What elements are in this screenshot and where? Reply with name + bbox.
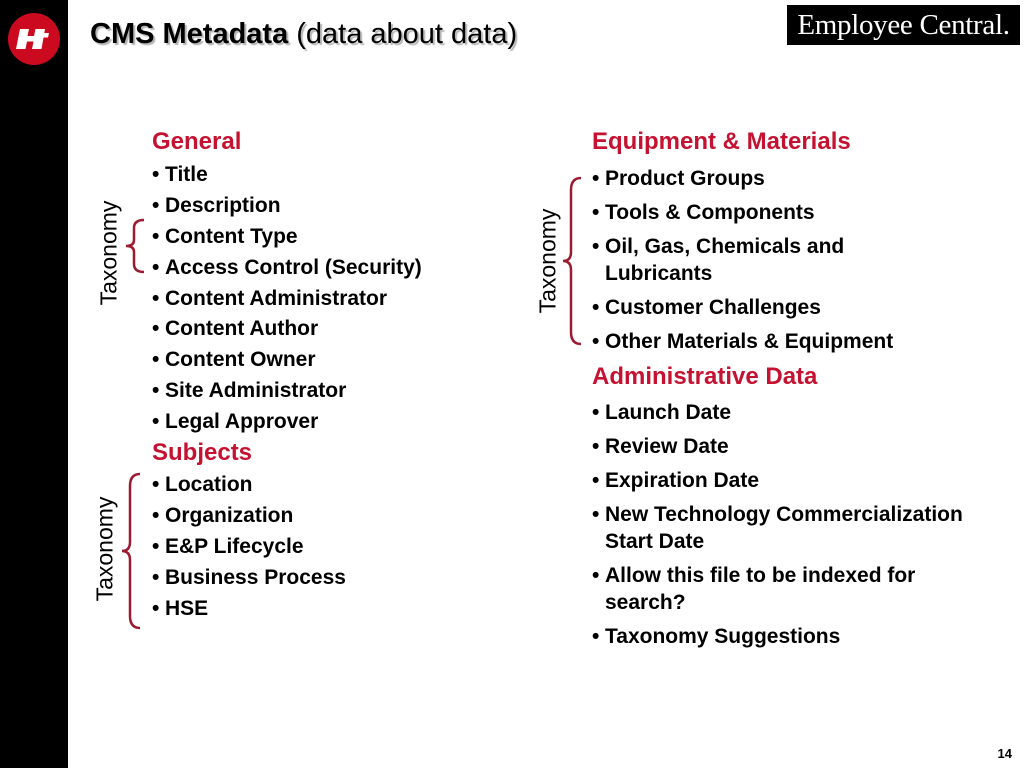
general-list bbox=[152, 163, 422, 441]
list-item: • Legal Approver bbox=[152, 410, 422, 441]
general-heading: General bbox=[152, 128, 242, 155]
left-brace-icon bbox=[114, 472, 144, 630]
list-item: • E&P Lifecycle bbox=[152, 535, 346, 566]
list-item: • Content Type bbox=[152, 225, 422, 256]
list-item: • Content Administrator bbox=[152, 287, 422, 318]
list-item: • Launch Date bbox=[592, 399, 1012, 426]
logo-glyph-icon bbox=[8, 13, 60, 65]
taxonomy-label-equipment: Taxonomy bbox=[534, 208, 561, 314]
list-item: • Oil, Gas, Chemicals and Lubricants bbox=[592, 233, 922, 287]
administrative-list bbox=[592, 399, 1012, 657]
halliburton-logo-icon bbox=[8, 13, 60, 65]
list-item: • Title bbox=[152, 163, 422, 194]
list-item: • Organization bbox=[152, 504, 346, 535]
list-item: • Review Date bbox=[592, 433, 1012, 460]
left-brace-icon bbox=[555, 176, 585, 346]
list-item: • Allow this file to be indexed for search? bbox=[592, 562, 992, 616]
list-item: • Description bbox=[152, 194, 422, 225]
equipment-heading: Equipment & Materials bbox=[592, 128, 851, 155]
list-item: • Access Control (Security) bbox=[152, 256, 422, 287]
list-item: • HSE bbox=[152, 597, 346, 628]
list-item: • Location bbox=[152, 473, 346, 504]
list-item: • New Technology Commercialization Start Date bbox=[592, 501, 972, 555]
list-item: • Site Administrator bbox=[152, 379, 422, 410]
subjects-list bbox=[152, 473, 346, 627]
equipment-list bbox=[592, 165, 1012, 362]
left-brace-icon bbox=[118, 218, 148, 274]
list-item: • Other Materials & Equipment bbox=[592, 328, 1012, 355]
page-number: 14 bbox=[997, 746, 1012, 761]
taxonomy-label-subjects: Taxonomy bbox=[91, 496, 118, 602]
administrative-heading: Administrative Data bbox=[592, 363, 818, 390]
list-item: • Content Owner bbox=[152, 348, 422, 379]
list-item: • Taxonomy Suggestions bbox=[592, 623, 1012, 650]
slide-title bbox=[90, 18, 517, 51]
list-item: • Content Author bbox=[152, 317, 422, 348]
slide-title-bold: CMS Metadata bbox=[90, 18, 289, 50]
list-item: • Tools & Components bbox=[592, 199, 1012, 226]
left-sidebar-bar bbox=[0, 0, 68, 768]
employee-central-logo: Employee Central. bbox=[787, 5, 1020, 45]
slide-title-subtitle: (data about data) bbox=[296, 18, 518, 50]
list-item: • Business Process bbox=[152, 566, 346, 597]
taxonomy-label-general: Taxonomy bbox=[95, 200, 122, 306]
list-item: • Expiration Date bbox=[592, 467, 1012, 494]
subjects-heading: Subjects bbox=[152, 439, 253, 466]
list-item: • Product Groups bbox=[592, 165, 1012, 192]
list-item: • Customer Challenges bbox=[592, 294, 1012, 321]
